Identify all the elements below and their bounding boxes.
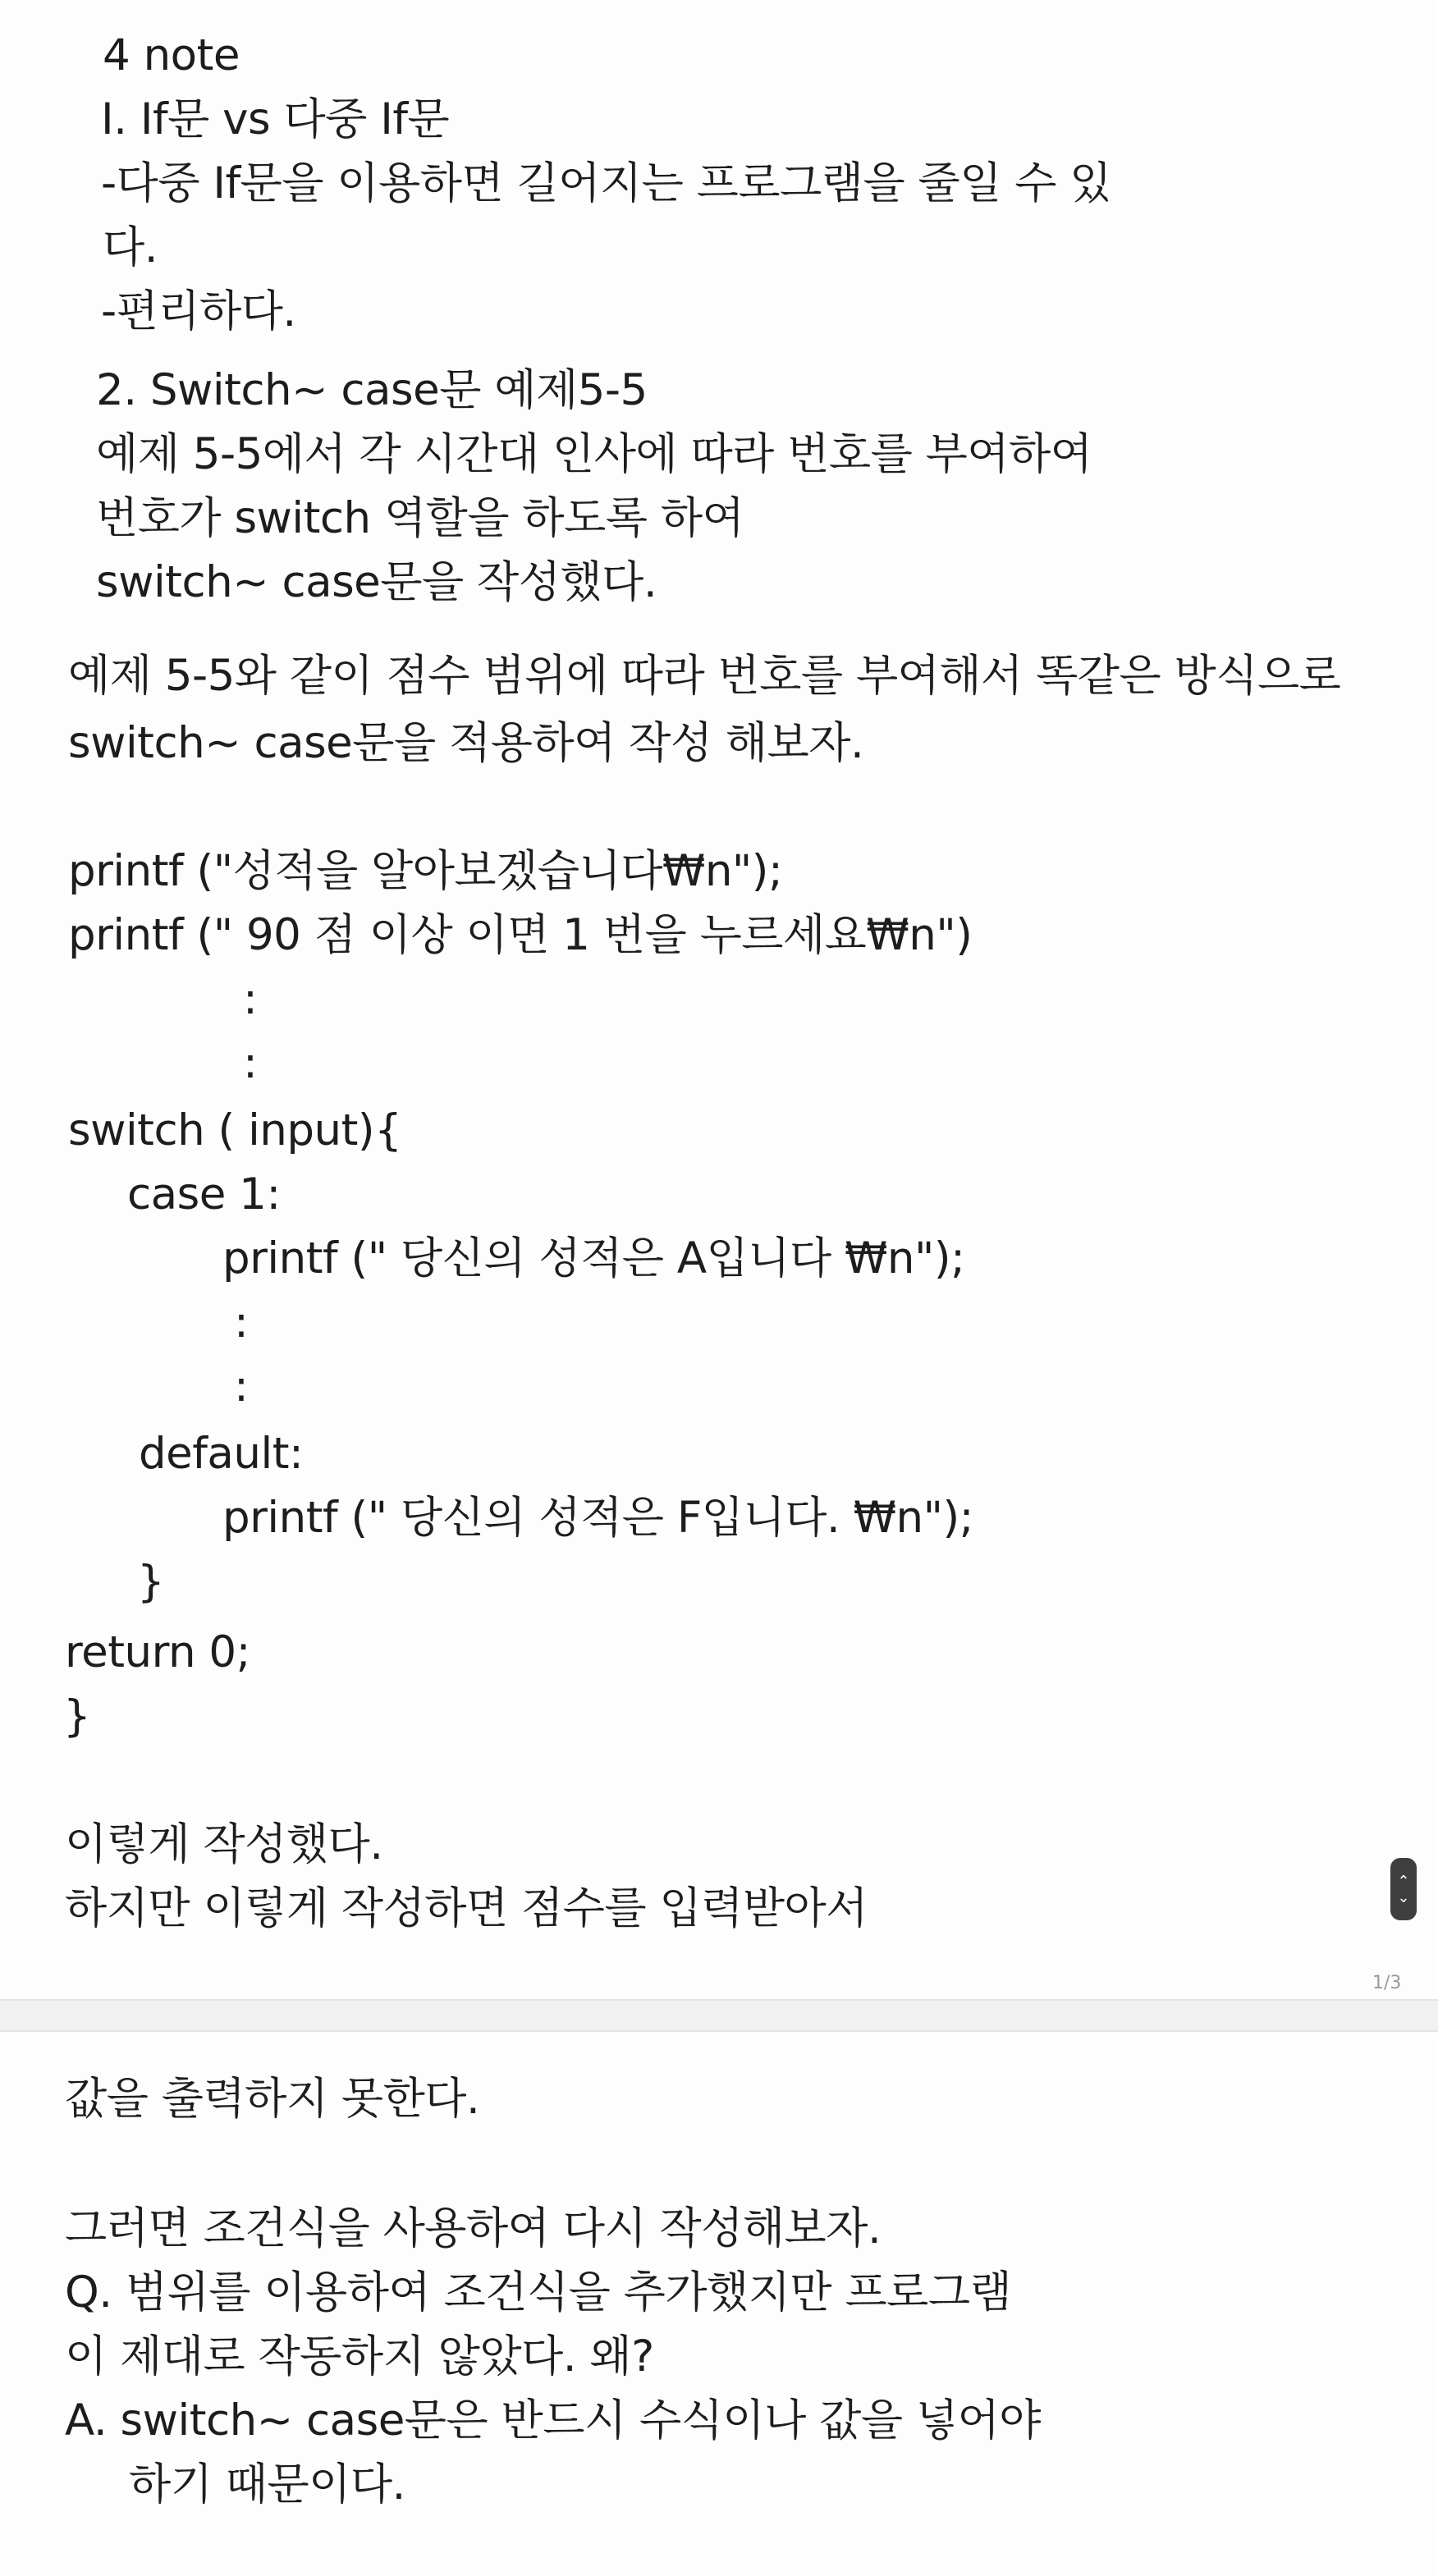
code-line: printf (" 당신의 성적은 F입니다. ₩n"); <box>222 1493 974 1543</box>
page-2-text: 하기 때문이다. <box>129 2459 405 2510</box>
code-line: switch ( input){ <box>68 1105 402 1155</box>
code-line: printf (" 당신의 성적은 A입니다 ₩n"); <box>222 1233 965 1283</box>
page-2-text: 값을 출력하지 못한다. <box>65 2074 480 2124</box>
note-heading: 4 note <box>103 30 240 80</box>
code-line: default: <box>139 1429 304 1479</box>
intro-text: 예제 5-5와 같이 점수 범위에 따라 번호를 부여해서 똑같은 방식으로 <box>68 651 1341 701</box>
code-ellipsis: : <box>243 1038 258 1088</box>
section-1-text: -다중 If문을 이용하면 길어지는 프로그램을 줄일 수 있 <box>101 158 1112 208</box>
chevron-down-icon: ⌄ <box>1397 1889 1410 1906</box>
page-2-text: A. switch~ case문은 반드시 수식이나 값을 넣어야 <box>65 2395 1041 2446</box>
section-2-text: 예제 5-5에서 각 시간대 인사에 따라 번호를 부여하여 <box>96 429 1092 479</box>
code-line: printf ("성적을 알아보겠습니다₩n"); <box>68 846 783 896</box>
outro-text: 하지만 이렇게 작성하면 점수를 입력받아서 <box>65 1883 868 1933</box>
scroll-handle[interactable] <box>1390 1858 1417 1920</box>
section-1-text: -편리하다. <box>101 286 296 336</box>
intro-text: switch~ case문을 적용하여 작성 해보자. <box>68 718 864 768</box>
code-ellipsis: : <box>234 1297 249 1347</box>
note-page-2 <box>0 2032 1438 2576</box>
code-brace: } <box>137 1557 165 1607</box>
code-ellipsis: : <box>243 974 258 1024</box>
chevron-up-icon: ⌃ <box>1397 1873 1410 1890</box>
code-brace: } <box>63 1691 91 1741</box>
page-2-text: Q. 범위를 이용하여 조건식을 추가했지만 프로그램 <box>65 2267 1012 2317</box>
page-indicator: 1/3 <box>1372 1973 1402 1993</box>
code-line: case 1: <box>127 1169 281 1219</box>
page-2-text: 그러면 조건식을 사용하여 다시 작성해보자. <box>65 2203 882 2253</box>
section-2-text: 번호가 switch 역할을 하도록 하여 <box>96 493 744 543</box>
section-1-text: 다. <box>103 222 158 272</box>
code-line: printf (" 90 점 이상 이면 1 번을 누르세요₩n") <box>68 910 973 960</box>
section-1-title: I. If문 vs 다중 If문 <box>101 94 450 144</box>
section-2-title: 2. Switch~ case문 예제5-5 <box>96 365 648 415</box>
code-line: return 0; <box>65 1627 250 1677</box>
page-2-text: 이 제대로 작동하지 않았다. 왜? <box>65 2331 654 2382</box>
section-2-text: switch~ case문을 작성했다. <box>96 557 657 607</box>
page-separator <box>0 1999 1438 2032</box>
code-ellipsis: : <box>234 1361 249 1412</box>
outro-text: 이렇게 작성했다. <box>65 1819 383 1869</box>
